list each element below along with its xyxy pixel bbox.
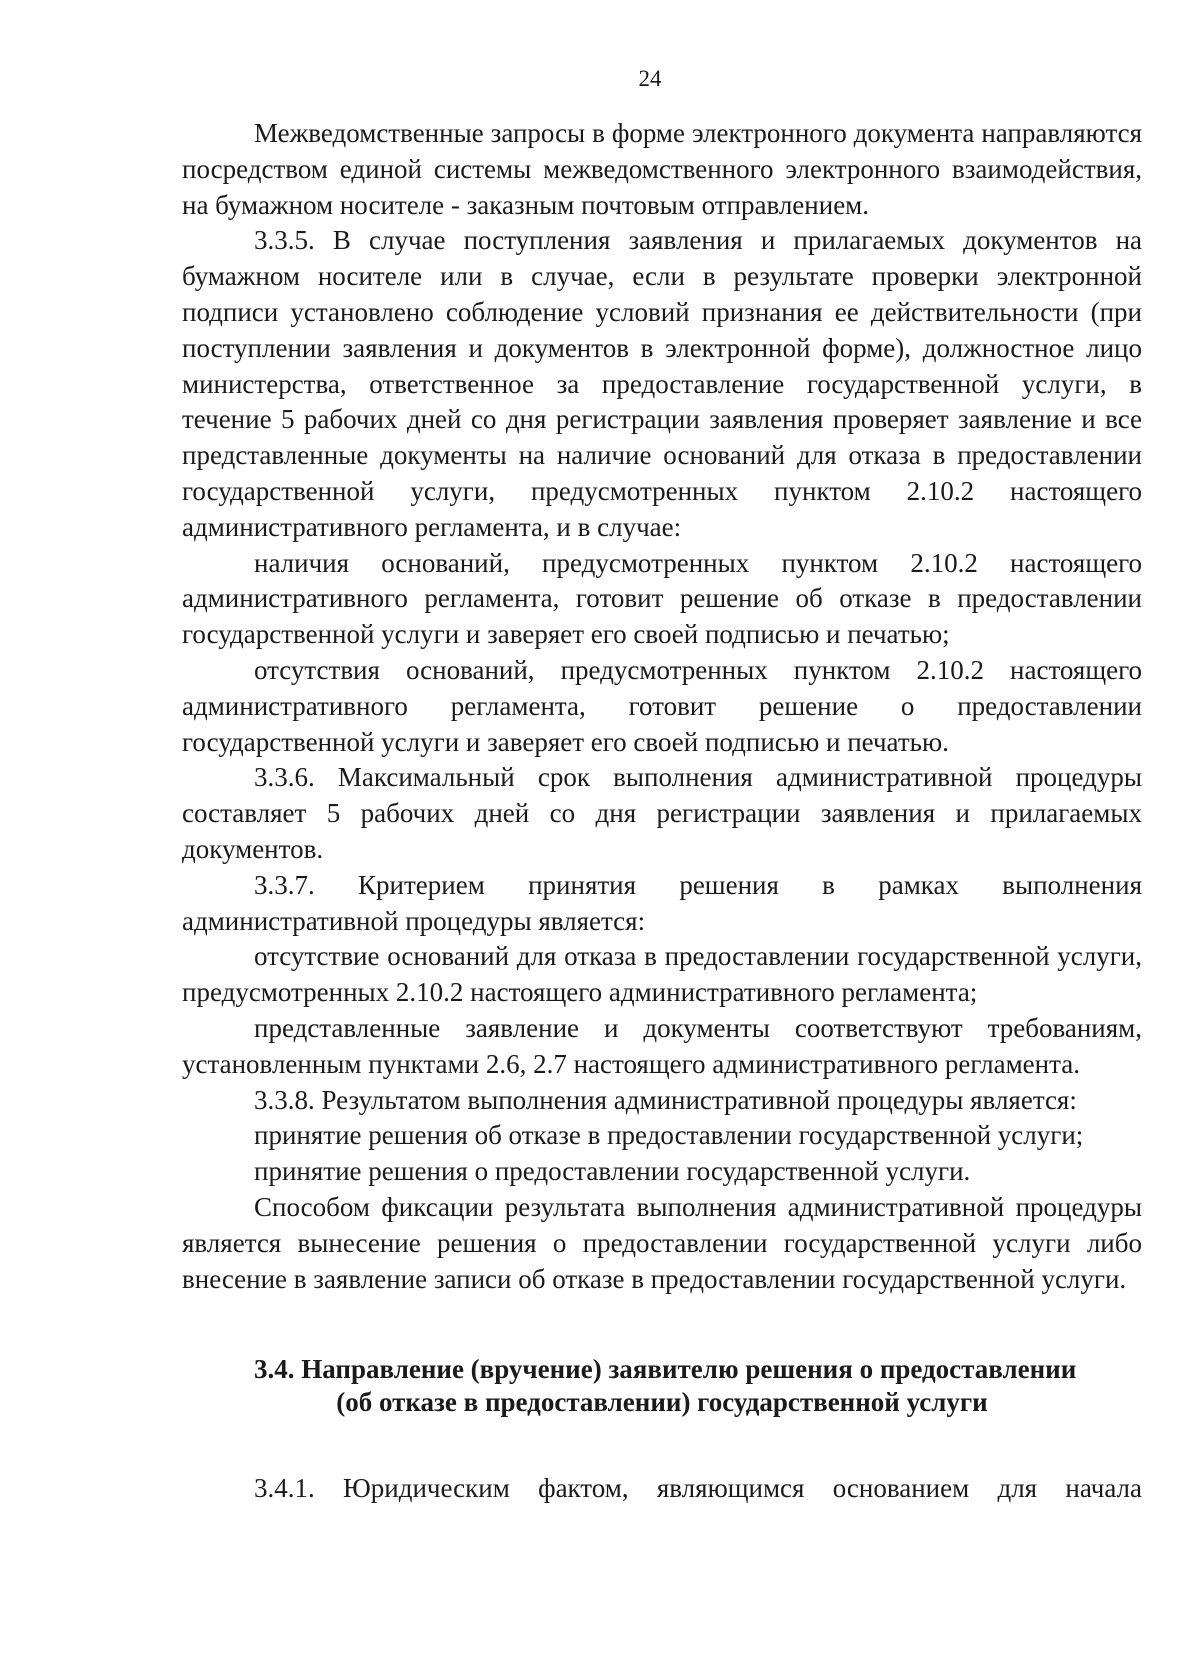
paragraph-3-3-5: 3.3.5. В случае поступления заявления и прилагаемых документов на бумажном носителе или в случае, если в результате проверки электронной подписи установлено соблюдение условий признания ее действительности (при поступлении заявления и документов в электронной форме), должностное лицо министерства, ответственное за предоставление государственной услуги, в течение 5 рабочих дней со дня регистрации заявления проверяет заявление и все представленные документы на наличие оснований для отказа в предоставлении государственной услуги, предусмотренных пунктом 2.10.2 настоящего административного регламента, и в случае: xyxy=(182,225,1142,542)
paragraph-interagency-requests: Межведомственные запросы в форме электронного документа направляются посредством единой системы межведомственного электронного взаимодействия, на бумажном носителе - заказным почтовым отправлением. xyxy=(182,118,1142,220)
paragraph-3-4-1: 3.4.1. Юридическим фактом, являющимся основанием для начала xyxy=(254,1473,1142,1504)
document-body xyxy=(182,116,1142,1507)
paragraph-3-3-8: 3.3.8. Результатом выполнения административной процедуры является: xyxy=(254,1084,1077,1115)
paragraph-recording-method: Способом фиксации результата выполнения административной процедуры является вынесение решения о предоставлении государственной услуги либо внесение в заявление записи об отказе в предоставлении государственной услуги. xyxy=(182,1191,1142,1294)
paragraph-result-refusal: принятие решения об отказе в предоставлении государственной услуги; xyxy=(254,1120,1084,1151)
section-heading-3-4 xyxy=(182,1353,1142,1419)
paragraph-3-3-7: 3.3.7. Критерием принятия решения в рамках выполнения административной процедуры является: xyxy=(182,869,1142,936)
paragraph-grounds-absent: отсутствия оснований, предусмотренных пунктом 2.10.2 настоящего административного регламента, готовит решение о предоставлении государственной услуги и заверяет его своей подписью и печатью. xyxy=(182,654,1142,757)
section-heading-line-1: 3.4. Направление (вручение) заявителю решения о предоставлении xyxy=(254,1354,1077,1385)
paragraph-criterion-no-grounds: отсутствие оснований для отказа в предоставлении государственной услуги, предусмотренных 2.10.2 настоящего административного регламента; xyxy=(182,941,1142,1008)
section-heading-line-2: (об отказе в предоставлении) государственной услуги xyxy=(336,1387,988,1418)
paragraph-3-3-6: 3.3.6. Максимальный срок выполнения административной процедуры составляет 5 рабочих дней со дня регистрации заявления и прилагаемых документов. xyxy=(182,762,1142,864)
paragraph-grounds-present: наличия оснований, предусмотренных пунктом 2.10.2 настоящего административного регламента, готовит решение об отказе в предоставлении государственной услуги и заверяет его своей подписью и печатью; xyxy=(182,547,1142,650)
paragraph-result-grant: принятие решения о предоставлении государственной услуги. xyxy=(254,1156,971,1187)
paragraph-criterion-documents-comply: представленные заявление и документы соответствуют требованиям, установленным пунктами 2.6, 2.7 настоящего административного регламента. xyxy=(182,1012,1142,1079)
page-number: 24 xyxy=(638,66,662,91)
